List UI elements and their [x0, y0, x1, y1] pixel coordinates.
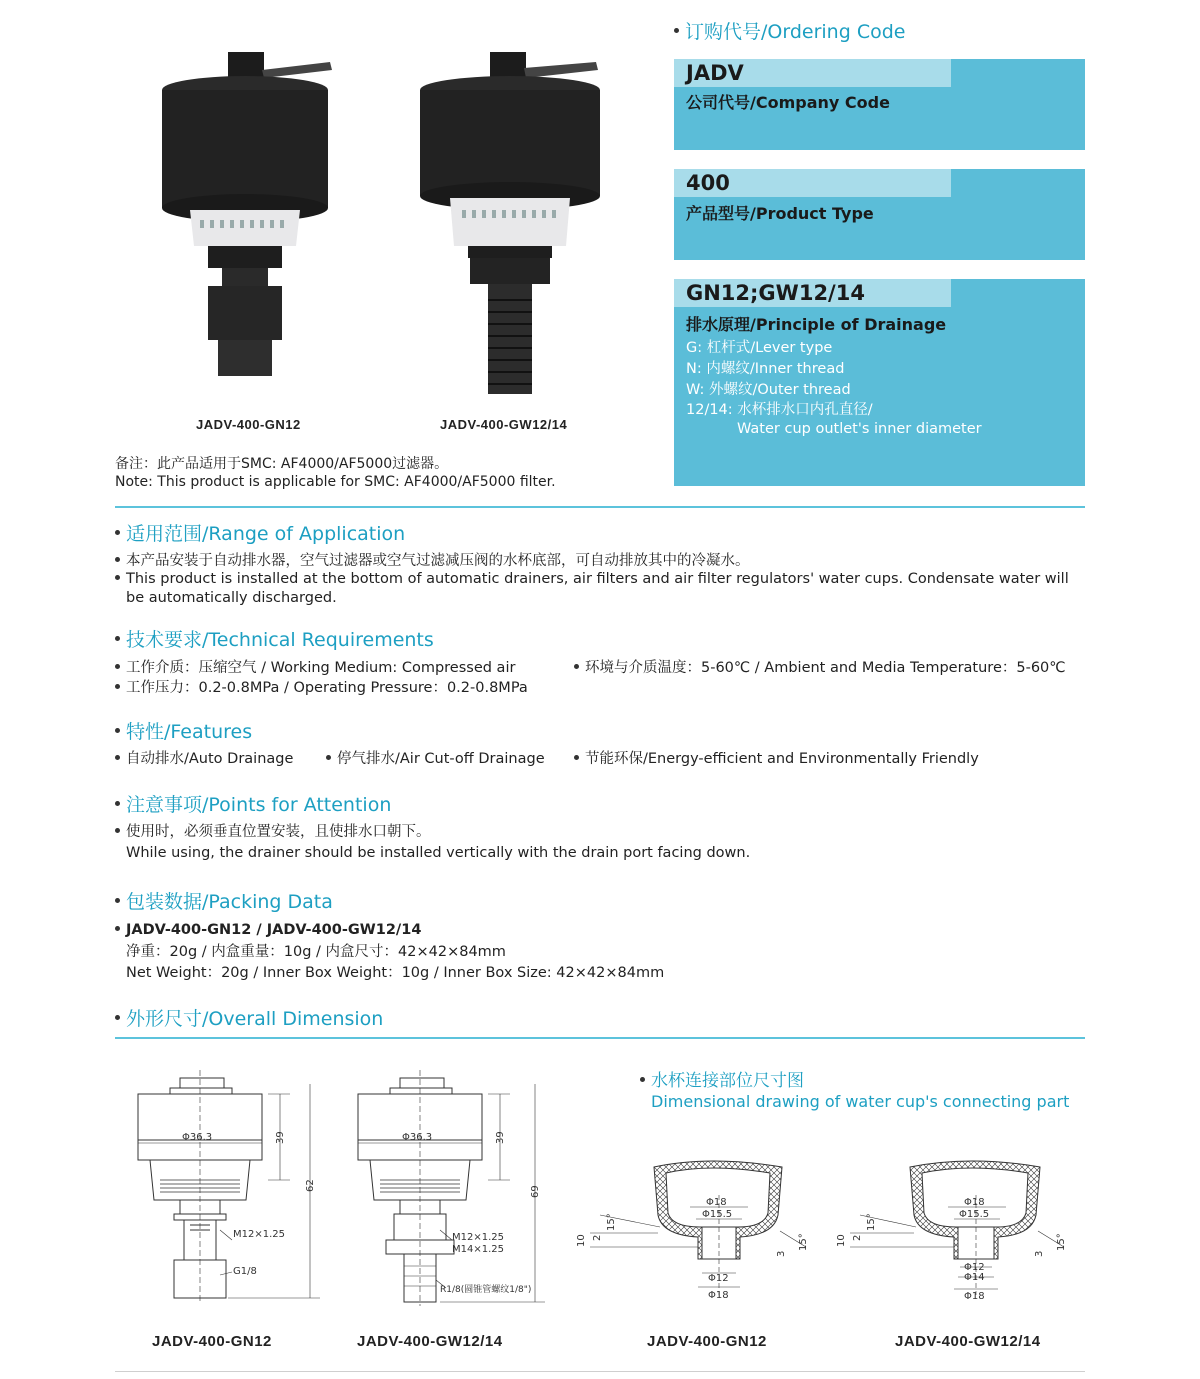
bullet-icon: [115, 728, 120, 733]
tech-medium: 工作介质：压缩空气 / Working Medium: Compressed air: [115, 658, 515, 678]
product-photo-gn12: [150, 50, 340, 380]
drawing-caption-gn12: JADV-400-GN12: [152, 1333, 272, 1350]
label-m12: M12×1.25: [452, 1232, 504, 1243]
drainage-line-size: 12/14: 水杯排水口内孔直径/: [686, 402, 873, 418]
label-r18: R1/8(圆锥管螺纹1/8"): [440, 1285, 532, 1295]
label-phi18: Φ18: [964, 1197, 985, 1208]
bullet-icon: [115, 1015, 120, 1020]
code-value-drainage: GN12;GW12/14: [686, 281, 865, 305]
note-cn: 备注：此产品适用于SMC: AF4000/AF5000过滤器。: [115, 456, 449, 472]
label-phi36-3: Φ36.3: [182, 1132, 213, 1143]
cup-drawing-gn12: [570, 1155, 830, 1305]
cup-drawing-gw12-14: [830, 1155, 1090, 1305]
bottom-rule: [115, 1371, 1085, 1372]
application-title: 适用范围/Range of Application: [115, 522, 405, 546]
label-69: 69: [530, 1185, 541, 1198]
ordering-code-title: 订购代号/Ordering Code: [674, 20, 905, 44]
label-phi14: Φ14: [964, 1272, 985, 1283]
feature-item: 停气排水/Air Cut-off Drainage: [326, 749, 545, 769]
label-2: 2: [592, 1234, 603, 1241]
code-value-company: JADV: [686, 61, 744, 85]
dimension-title: 外形尺寸/Overall Dimension: [115, 1007, 383, 1031]
label-phi18: Φ18: [708, 1290, 729, 1301]
application-line-en: This product is installed at the bottom of automatic drainers, air filters and air filter regulators' water cups. Condensate water will: [115, 569, 1069, 589]
label-2: 2: [852, 1234, 863, 1241]
label-phi36-3: Φ36.3: [402, 1132, 433, 1143]
packing-cn: 净重：20g / 内盒重量：10g / 内盒尺寸：42×42×84mm: [126, 944, 506, 960]
cup-drawing-title-cn: 水杯连接部位尺寸图: [640, 1069, 804, 1093]
application-line-cn: 本产品安装于自动排水器，空气过滤器或空气过滤减压阀的水杯底部，可自动排放其中的冷凝水。: [115, 551, 750, 571]
label-15deg: 15°: [866, 1213, 877, 1231]
feature-item: 自动排水/Auto Drainage: [115, 749, 293, 769]
code-box-product-type: [674, 169, 1085, 260]
bullet-icon: [326, 755, 331, 760]
product-caption-gn12: JADV-400-GN12: [196, 417, 301, 432]
drainage-line-n: N: 内螺纹/Inner thread: [686, 361, 845, 377]
label-15deg: 15°: [798, 1233, 809, 1251]
label-39: 39: [275, 1131, 286, 1144]
label-15deg: 15°: [1056, 1233, 1067, 1251]
feature-item: 节能环保/Energy-efficient and Environmentally Friendly: [574, 749, 979, 769]
label-39: 39: [495, 1131, 506, 1144]
drainage-line-size-en: Water cup outlet's inner diameter: [737, 421, 982, 437]
label-phi18: Φ18: [964, 1291, 985, 1302]
label-10: 10: [836, 1234, 847, 1247]
code-box-drainage: [674, 279, 1085, 486]
label-phi12: Φ12: [964, 1262, 985, 1273]
packing-title: 包装数据/Packing Data: [115, 890, 333, 914]
attention-en: While using, the drainer should be installed vertically with the drain port facing down.: [126, 845, 751, 861]
dimension-drawing-gw12-14: [340, 1070, 560, 1310]
code-label-company: 公司代号/Company Code: [686, 93, 890, 112]
label-m14: M14×1.25: [452, 1244, 504, 1255]
bullet-icon: [115, 684, 120, 689]
code-label-drainage: 排水原理/Principle of Drainage: [686, 315, 947, 334]
label-3: 3: [776, 1250, 787, 1257]
label-m12: M12×1.25: [233, 1229, 285, 1240]
label-10: 10: [576, 1234, 587, 1247]
bullet-icon: [115, 575, 120, 580]
label-phi15-5: Φ15.5: [959, 1209, 990, 1220]
label-phi18: Φ18: [706, 1197, 727, 1208]
bullet-icon: [115, 828, 120, 833]
label-62: 62: [305, 1179, 316, 1192]
cup-drawing-title-en: Dimensional drawing of water cup's connecting part: [651, 1092, 1070, 1111]
dimension-drawing-gn12: [120, 1070, 330, 1310]
features-title: 特性/Features: [115, 720, 252, 744]
application-line-en-2: be automatically discharged.: [126, 590, 337, 606]
drainage-line-w: W: 外螺纹/Outer thread: [686, 382, 851, 398]
attention-cn: 使用时，必须垂直位置安装，且使排水口朝下。: [115, 822, 431, 842]
bullet-icon: [115, 664, 120, 669]
label-g18: G1/8: [233, 1266, 257, 1277]
packing-models: JADV-400-GN12 / JADV-400-GW12/14: [115, 920, 421, 940]
bullet-icon: [115, 801, 120, 806]
note-en: Note: This product is applicable for SMC: AF4000/AF5000 filter.: [115, 474, 556, 490]
bullet-icon: [640, 1077, 645, 1082]
cup-caption-gw12-14: JADV-400-GW12/14: [895, 1333, 1041, 1350]
drainage-line-g: G: 杠杆式/Lever type: [686, 340, 833, 356]
bullet-icon: [115, 557, 120, 562]
code-value-product-type: 400: [686, 171, 730, 195]
label-phi15-5: Φ15.5: [702, 1209, 733, 1220]
label-3: 3: [1034, 1250, 1045, 1257]
bullet-icon: [115, 926, 120, 931]
divider: [115, 1037, 1085, 1039]
cup-caption-gn12: JADV-400-GN12: [647, 1333, 767, 1350]
label-15deg: 15°: [606, 1213, 617, 1231]
code-label-product-type: 产品型号/Product Type: [686, 204, 874, 223]
code-box-company: [674, 59, 1085, 150]
bullet-icon: [574, 755, 579, 760]
bullet-icon: [115, 530, 120, 535]
tech-pressure: 工作压力：0.2-0.8MPa / Operating Pressure：0.2-0.8MPa: [115, 678, 528, 698]
divider: [115, 506, 1085, 508]
product-photo-gw12-14: [410, 50, 610, 400]
product-caption-gw12-14: JADV-400-GW12/14: [440, 417, 568, 432]
drawing-caption-gw12-14: JADV-400-GW12/14: [357, 1333, 503, 1350]
bullet-icon: [115, 898, 120, 903]
label-phi12: Φ12: [708, 1273, 729, 1284]
bullet-icon: [574, 664, 579, 669]
attention-title: 注意事项/Points for Attention: [115, 793, 391, 817]
packing-en: Net Weight：20g / Inner Box Weight：10g / Inner Box Size: 42×42×84mm: [126, 965, 665, 981]
technical-title: 技术要求/Technical Requirements: [115, 628, 434, 652]
bullet-icon: [115, 636, 120, 641]
bullet-icon: [115, 755, 120, 760]
tech-temperature: 环境与介质温度：5-60℃ / Ambient and Media Temperature：5-60℃: [574, 658, 1066, 678]
bullet-icon: [674, 28, 679, 33]
